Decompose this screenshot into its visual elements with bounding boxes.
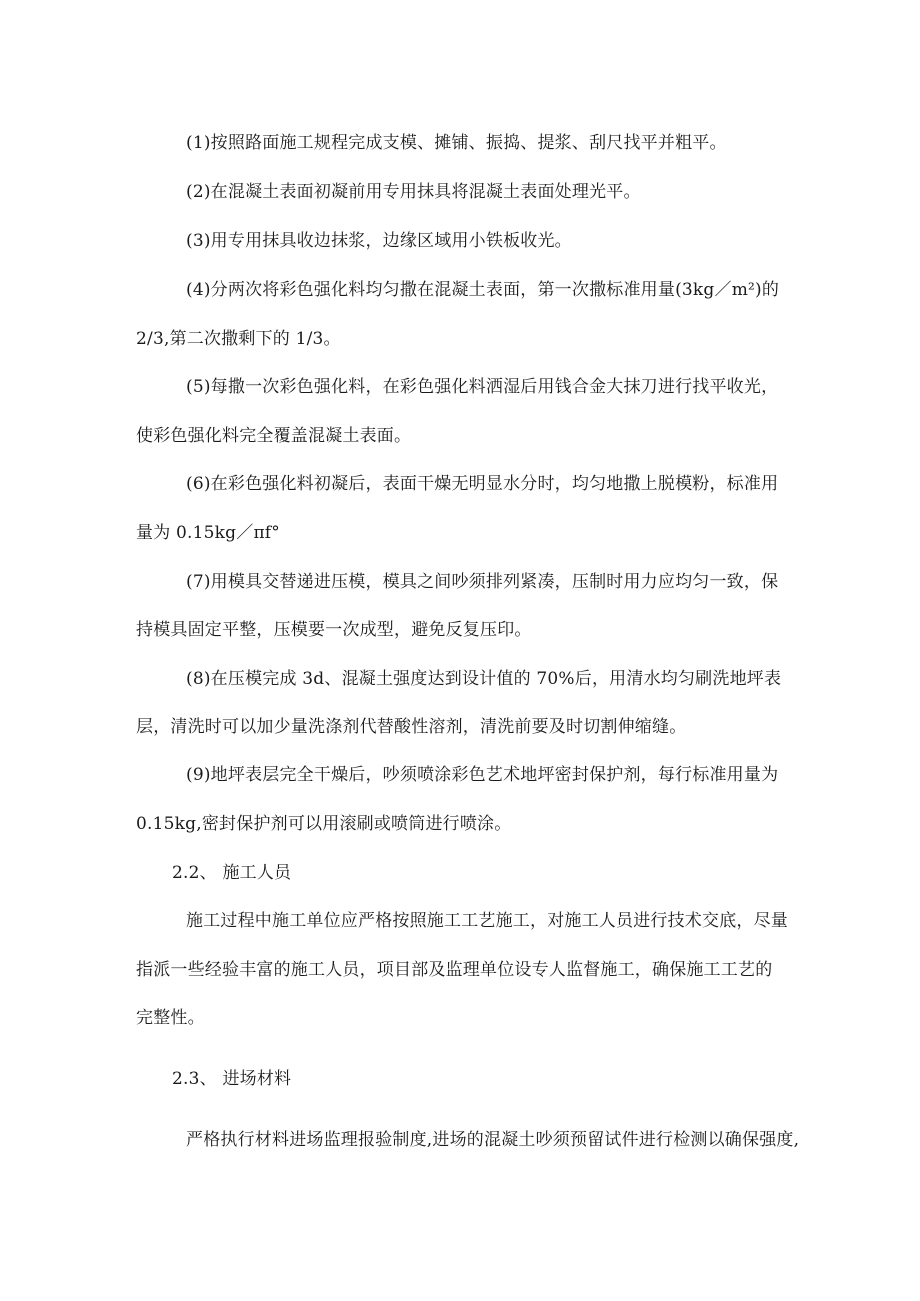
paragraph-step-2: (2)在混凝土表面初凝前用专用抹具将混凝土表面处理光平。	[186, 182, 641, 202]
paragraph-step-9-line-1: (9)地坪表层完全干燥后，吵须喷涂彩色艺术地坪密封保护剂，每行标准用量为	[186, 765, 779, 785]
paragraph-step-5-line-1: (5)每撒一次彩色强化料，在彩色强化料洒湿后用钱合金大抹刀进行找平收光，	[186, 377, 779, 397]
paragraph-personnel-line-1: 施工过程中施工单位应严格按照施工工艺施工，对施工人员进行技术交底，尽量	[186, 911, 788, 931]
paragraph-step-4-line-2: 2/3,第二次撒剩下的 1/3。	[136, 329, 341, 349]
paragraph-step-3: (3)用专用抹具收边抹浆，边缘区域用小铁板收光。	[186, 231, 572, 251]
paragraph-step-6-line-2: 量为 0.15kg／πf°	[136, 523, 281, 543]
paragraph-step-9-line-2: 0.15kg,密封保护剂可以用滚刷或喷筒进行喷涂。	[136, 814, 512, 834]
paragraph-step-8-line-1: (8)在压模完成 3d、混凝土强度达到设计值的 70%后，用清水均匀刷洗地坪表	[186, 669, 782, 689]
paragraph-step-7-line-1: (7)用模具交替递进压模，模具之间吵须排列紧凑，压制时用力应均匀一致，保	[186, 572, 779, 592]
paragraph-materials-line-1: 严格执行材料进场监理报验制度,进场的混凝土吵须预留试件进行检测以确保强度,	[186, 1130, 800, 1150]
paragraph-step-1: (1)按照路面施工规程完成支模、摊铺、振捣、提浆、刮尺找平并粗平。	[186, 133, 727, 153]
paragraph-step-8-line-2: 层，清洗时可以加少量洗涤剂代替酸性溶剂，清洗前要及时切割伸缩缝。	[136, 717, 687, 737]
paragraph-step-7-line-2: 持模具固定平整，压模要一次成型，避免反复压印。	[136, 620, 532, 640]
paragraph-step-4-line-1: (4)分两次将彩色强化料均匀撒在混凝土表面，第一次撒标准用量(3kg／m²)的	[186, 280, 780, 300]
paragraph-step-5-line-2: 使彩色强化料完全覆盖混凝土表面。	[136, 426, 412, 446]
section-heading-2-2: 2.2、 施工人员	[172, 863, 292, 883]
paragraph-personnel-line-2: 指派一些经验丰富的施工人员，项目部及监理单位设专人监督施工，确保施工工艺的	[136, 960, 773, 980]
paragraph-step-6-line-1: (6)在彩色强化料初凝后，表面干燥无明显水分时，均匀地撒上脱模粉，标准用	[186, 474, 779, 494]
paragraph-personnel-line-3: 完整性。	[136, 1008, 205, 1028]
section-heading-2-3: 2.3、 进场材料	[172, 1069, 292, 1089]
